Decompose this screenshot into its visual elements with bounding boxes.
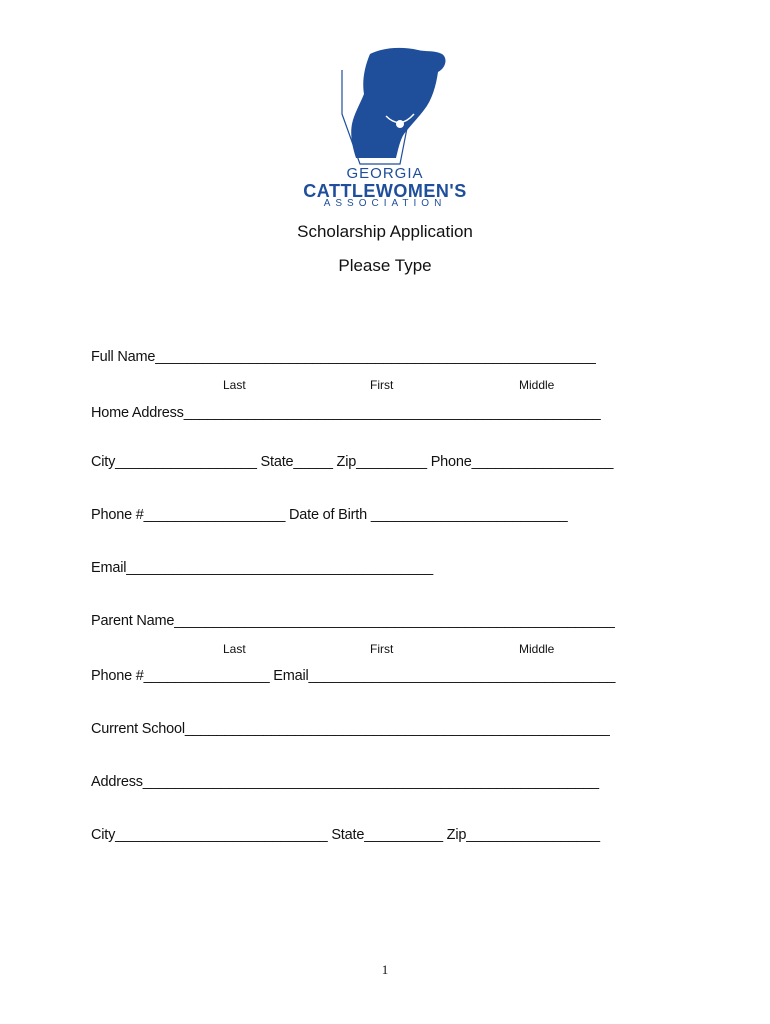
full-name-field[interactable]: Full Name________________________________________________________ <box>91 349 596 365</box>
parent-middle-label: Middle <box>519 642 555 656</box>
current-school-field[interactable]: Current School______________________________________________________ <box>91 721 610 737</box>
school-address-field[interactable]: Address__________________________________________________________ <box>91 774 599 790</box>
parent-phone-email-field[interactable]: Phone #________________ Email_______________________________________ <box>91 668 616 684</box>
name-middle-label: Middle <box>519 378 555 392</box>
parent-name-field[interactable]: Parent Name________________________________________________________ <box>91 613 615 629</box>
logo-text-georgia: GEORGIA <box>346 165 424 182</box>
school-city-state-zip-field[interactable]: City___________________________ State__________ Zip_________________ <box>91 827 600 843</box>
home-address-field[interactable]: Home Address_____________________________________________________ <box>91 405 601 421</box>
logo-text-association: ASSOCIATION <box>323 198 447 209</box>
cow-bell-icon <box>396 120 404 128</box>
name-first-label: First <box>370 378 394 392</box>
email-field[interactable]: Email_______________________________________ <box>91 560 433 576</box>
phone-dob-field[interactable]: Phone #__________________ Date of Birth _________________________ <box>91 507 568 523</box>
page-title: Scholarship Application <box>297 222 473 241</box>
city-state-zip-phone-field[interactable]: City__________________ State_____ Zip_________ Phone__________________ <box>91 454 614 470</box>
parent-last-label: Last <box>223 642 246 656</box>
cow-silhouette <box>351 48 445 158</box>
page-subtitle: Please Type <box>338 256 432 275</box>
parent-first-label: First <box>370 642 394 656</box>
page-number: 1 <box>381 962 389 977</box>
name-last-label: Last <box>223 378 246 392</box>
logo-text-cattlewomens: CATTLEWOMEN'S <box>303 181 467 201</box>
